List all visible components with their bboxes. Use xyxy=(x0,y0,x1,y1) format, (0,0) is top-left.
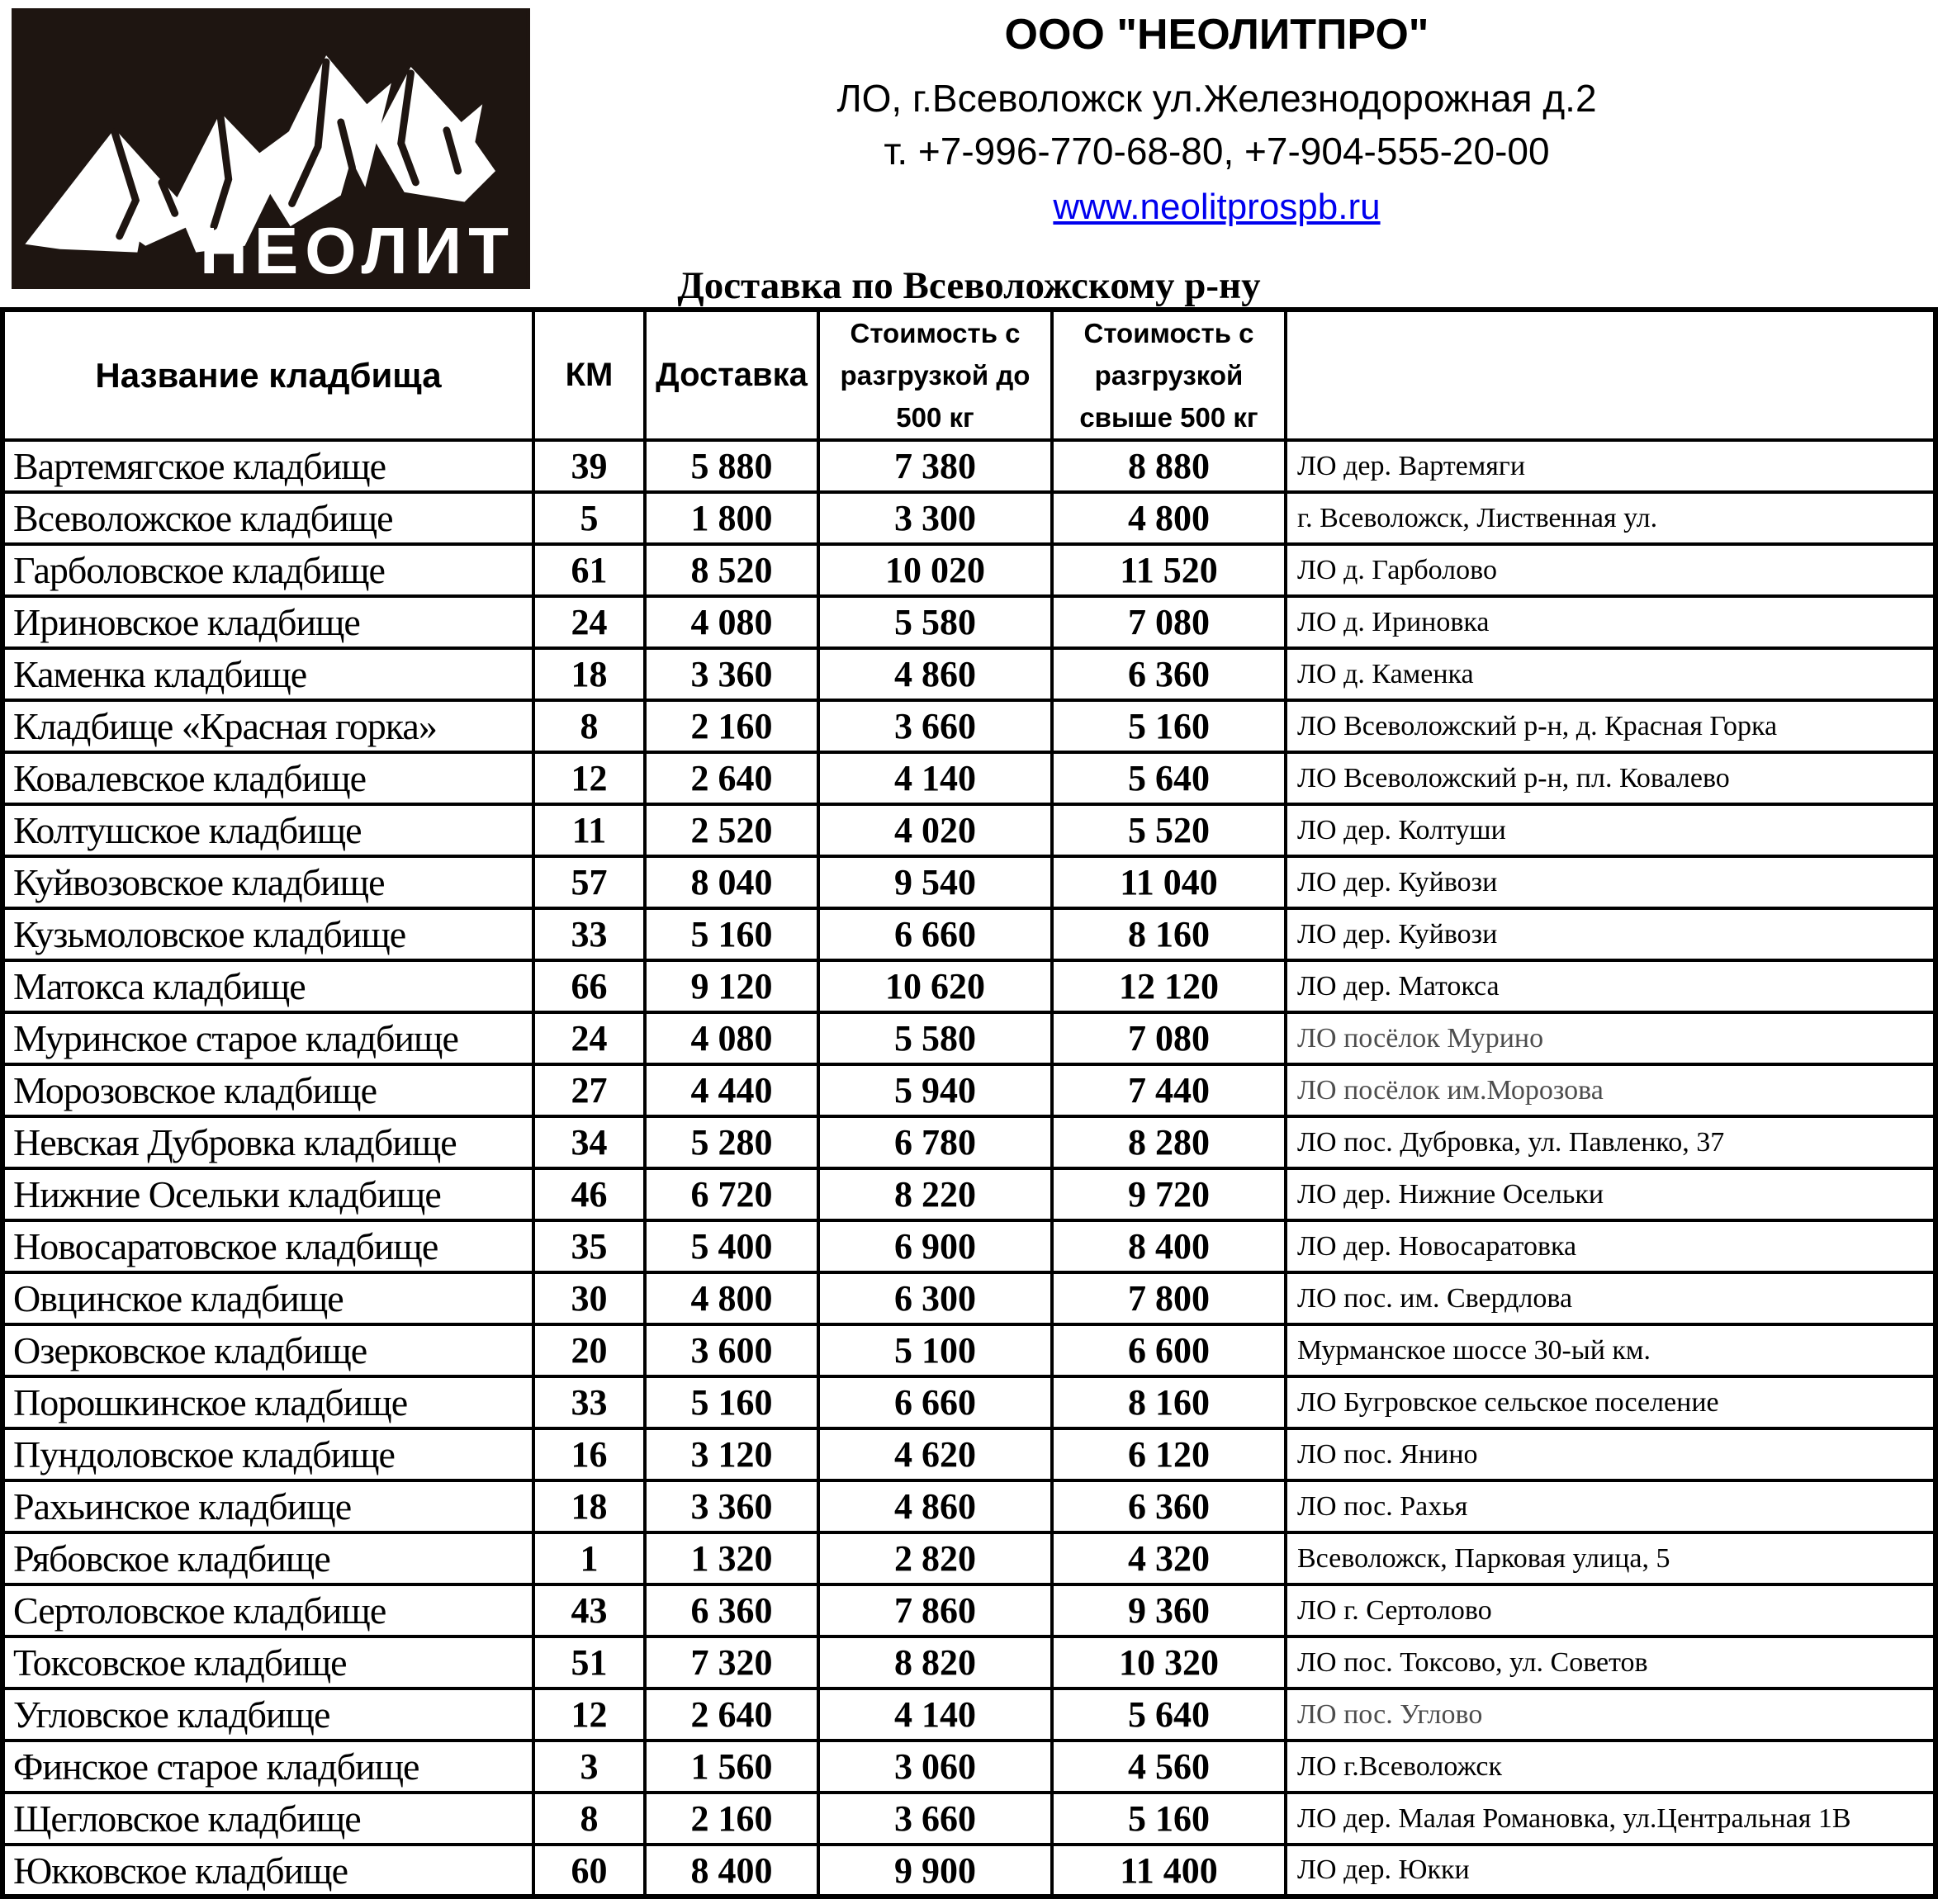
km-value: 30 xyxy=(533,1272,645,1324)
km-value: 3 xyxy=(533,1741,645,1793)
price-over-500: 10 320 xyxy=(1052,1636,1286,1688)
table-row xyxy=(2,1012,1936,1064)
km-value: 34 xyxy=(533,1116,645,1168)
km-value: 18 xyxy=(533,1480,645,1532)
delivery-price: 9 120 xyxy=(645,960,818,1012)
location: ЛО д. Ириновка xyxy=(1286,596,1936,648)
km-value: 66 xyxy=(533,960,645,1012)
cemetery-name: Пундоловское кладбище xyxy=(2,1428,533,1480)
price-upto-500: 10 620 xyxy=(818,960,1052,1012)
cemetery-name: Овцинское кладбище xyxy=(2,1272,533,1324)
price-over-500: 6 600 xyxy=(1052,1324,1286,1376)
cemetery-name: Вартемягское кладбище xyxy=(2,440,533,492)
page-title: Доставка по Всеволожскому р-ну xyxy=(677,264,1261,307)
price-upto-500: 2 820 xyxy=(818,1532,1052,1584)
location: ЛО дер. Колтуши xyxy=(1286,804,1936,856)
table-row xyxy=(2,1584,1936,1636)
price-upto-500: 3 660 xyxy=(818,700,1052,752)
col-header-delivery: Доставка xyxy=(645,310,818,440)
company-logo xyxy=(12,8,530,289)
price-upto-500: 8 820 xyxy=(818,1636,1052,1688)
table-row xyxy=(2,492,1936,544)
price-upto-500: 9 900 xyxy=(818,1845,1052,1897)
header xyxy=(0,0,1938,307)
company-address: ЛО, г.Всеволожск ул.Железнодорожная д.2 xyxy=(836,77,1597,120)
price-upto-500: 10 020 xyxy=(818,544,1052,596)
location: Мурманское шоссе 30-ый км. xyxy=(1286,1324,1936,1376)
price-over-500: 6 360 xyxy=(1052,648,1286,700)
cemetery-name: Колтушское кладбище xyxy=(2,804,533,856)
cemetery-name: Рахьинское кладбище xyxy=(2,1480,533,1532)
table-row xyxy=(2,1324,1936,1376)
price-upto-500: 4 620 xyxy=(818,1428,1052,1480)
km-value: 20 xyxy=(533,1324,645,1376)
table-row xyxy=(2,1116,1936,1168)
col-header-cemetery-name: Название кладбища xyxy=(2,310,533,440)
location: ЛО г.Всеволожск xyxy=(1286,1741,1936,1793)
km-value: 43 xyxy=(533,1584,645,1636)
cemetery-name: Кладбище «Красная горка» xyxy=(2,700,533,752)
location: ЛО посёлок Мурино xyxy=(1286,1012,1936,1064)
company-info xyxy=(541,10,1893,228)
location: ЛО пос. Дубровка, ул. Павленко, 37 xyxy=(1286,1116,1936,1168)
location: ЛО Бугровское сельское поселение xyxy=(1286,1376,1936,1428)
price-over-500: 8 400 xyxy=(1052,1220,1286,1272)
price-over-500: 5 520 xyxy=(1052,804,1286,856)
col-header-price-upto-500: Стоимость с разгрузкой до 500 кг xyxy=(818,310,1052,440)
cemetery-name: Сертоловское кладбище xyxy=(2,1584,533,1636)
company-name: ООО "НЕОЛИТПРО" xyxy=(1004,11,1429,59)
cemetery-name: Щегловское кладбище xyxy=(2,1793,533,1845)
price-upto-500: 4 140 xyxy=(818,1688,1052,1741)
km-value: 24 xyxy=(533,1012,645,1064)
table-row xyxy=(2,1168,1936,1220)
table-row xyxy=(2,648,1936,700)
cemetery-name: Юкковское кладбище xyxy=(2,1845,533,1897)
delivery-price: 5 880 xyxy=(645,440,818,492)
table-row xyxy=(2,1428,1936,1480)
km-value: 51 xyxy=(533,1636,645,1688)
price-upto-500: 4 860 xyxy=(818,1480,1052,1532)
km-value: 8 xyxy=(533,700,645,752)
price-upto-500: 5 580 xyxy=(818,596,1052,648)
cemetery-name: Новосаратовское кладбище xyxy=(2,1220,533,1272)
price-upto-500: 5 580 xyxy=(818,1012,1052,1064)
cemetery-name: Ириновское кладбище xyxy=(2,596,533,648)
table-row xyxy=(2,752,1936,804)
delivery-price-table xyxy=(0,307,1938,1899)
price-upto-500: 6 300 xyxy=(818,1272,1052,1324)
price-over-500: 8 160 xyxy=(1052,1376,1286,1428)
location: Всеволожск, Парковая улица, 5 xyxy=(1286,1532,1936,1584)
price-over-500: 8 160 xyxy=(1052,908,1286,960)
delivery-price: 8 400 xyxy=(645,1845,818,1897)
delivery-price: 4 440 xyxy=(645,1064,818,1116)
price-upto-500: 7 860 xyxy=(818,1584,1052,1636)
price-over-500: 4 320 xyxy=(1052,1532,1286,1584)
price-over-500: 9 720 xyxy=(1052,1168,1286,1220)
price-upto-500: 6 780 xyxy=(818,1116,1052,1168)
location: ЛО д. Гарболово xyxy=(1286,544,1936,596)
km-value: 46 xyxy=(533,1168,645,1220)
location: ЛО пос. Углово xyxy=(1286,1688,1936,1741)
km-value: 33 xyxy=(533,908,645,960)
delivery-price: 3 120 xyxy=(645,1428,818,1480)
delivery-price: 6 720 xyxy=(645,1168,818,1220)
col-header-km: КМ xyxy=(533,310,645,440)
location: ЛО пос. Янино xyxy=(1286,1428,1936,1480)
cemetery-name: Финское старое кладбище xyxy=(2,1741,533,1793)
price-over-500: 11 040 xyxy=(1052,856,1286,908)
website-link[interactable]: www.neolitprospb.ru xyxy=(1053,187,1381,227)
km-value: 12 xyxy=(533,1688,645,1741)
delivery-price: 6 360 xyxy=(645,1584,818,1636)
price-upto-500: 5 100 xyxy=(818,1324,1052,1376)
price-over-500: 11 520 xyxy=(1052,544,1286,596)
price-over-500: 8 880 xyxy=(1052,440,1286,492)
delivery-price: 2 640 xyxy=(645,1688,818,1741)
price-over-500: 11 400 xyxy=(1052,1845,1286,1897)
logo-text: НЕОЛИТ xyxy=(200,214,515,287)
delivery-price: 8 520 xyxy=(645,544,818,596)
price-over-500: 7 080 xyxy=(1052,596,1286,648)
delivery-price: 2 160 xyxy=(645,700,818,752)
delivery-price: 5 280 xyxy=(645,1116,818,1168)
table-row xyxy=(2,596,1936,648)
km-value: 1 xyxy=(533,1532,645,1584)
price-upto-500: 4 140 xyxy=(818,752,1052,804)
km-value: 12 xyxy=(533,752,645,804)
delivery-price: 5 160 xyxy=(645,908,818,960)
delivery-price: 1 320 xyxy=(645,1532,818,1584)
location: ЛО посёлок им.Морозова xyxy=(1286,1064,1936,1116)
table-row xyxy=(2,1793,1936,1845)
table-body xyxy=(2,440,1936,1897)
delivery-price: 1 800 xyxy=(645,492,818,544)
price-upto-500: 5 940 xyxy=(818,1064,1052,1116)
cemetery-name: Каменка кладбище xyxy=(2,648,533,700)
price-over-500: 8 280 xyxy=(1052,1116,1286,1168)
cemetery-name: Токсовское кладбище xyxy=(2,1636,533,1688)
price-over-500: 6 120 xyxy=(1052,1428,1286,1480)
delivery-price: 3 360 xyxy=(645,648,818,700)
price-upto-500: 6 660 xyxy=(818,908,1052,960)
delivery-price: 2 520 xyxy=(645,804,818,856)
table-row xyxy=(2,804,1936,856)
cemetery-name: Озерковское кладбище xyxy=(2,1324,533,1376)
table-row xyxy=(2,1376,1936,1428)
km-value: 18 xyxy=(533,648,645,700)
cemetery-name: Порошкинское кладбище xyxy=(2,1376,533,1428)
table-row xyxy=(2,856,1936,908)
price-over-500: 7 080 xyxy=(1052,1012,1286,1064)
price-upto-500: 6 660 xyxy=(818,1376,1052,1428)
km-value: 33 xyxy=(533,1376,645,1428)
price-upto-500: 8 220 xyxy=(818,1168,1052,1220)
location: ЛО дер. Малая Романовка, ул.Центральная 1В xyxy=(1286,1793,1936,1845)
price-over-500: 7 440 xyxy=(1052,1064,1286,1116)
km-value: 24 xyxy=(533,596,645,648)
col-header-price-over-500: Стоимость с разгрузкой свыше 500 кг xyxy=(1052,310,1286,440)
price-over-500: 5 640 xyxy=(1052,1688,1286,1741)
delivery-price: 4 080 xyxy=(645,596,818,648)
price-over-500: 4 560 xyxy=(1052,1741,1286,1793)
location: ЛО пос. им. Свердлова xyxy=(1286,1272,1936,1324)
price-over-500: 9 360 xyxy=(1052,1584,1286,1636)
price-over-500: 4 800 xyxy=(1052,492,1286,544)
table-row xyxy=(2,1064,1936,1116)
location: ЛО дер. Новосаратовка xyxy=(1286,1220,1936,1272)
table-row xyxy=(2,1532,1936,1584)
delivery-price: 4 080 xyxy=(645,1012,818,1064)
table-row xyxy=(2,1688,1936,1741)
price-upto-500: 7 380 xyxy=(818,440,1052,492)
location: ЛО д. Каменка xyxy=(1286,648,1936,700)
location: ЛО г. Сертолово xyxy=(1286,1584,1936,1636)
price-upto-500: 6 900 xyxy=(818,1220,1052,1272)
cemetery-name: Матокса кладбище xyxy=(2,960,533,1012)
location: ЛО дер. Куйвози xyxy=(1286,856,1936,908)
price-over-500: 5 640 xyxy=(1052,752,1286,804)
cemetery-name: Гарболовское кладбище xyxy=(2,544,533,596)
col-header-location xyxy=(1286,310,1936,440)
price-upto-500: 3 300 xyxy=(818,492,1052,544)
price-over-500: 12 120 xyxy=(1052,960,1286,1012)
table-header-row xyxy=(2,310,1936,440)
delivery-price: 3 600 xyxy=(645,1324,818,1376)
table-row xyxy=(2,440,1936,492)
delivery-price: 3 360 xyxy=(645,1480,818,1532)
table-row xyxy=(2,1480,1936,1532)
delivery-price: 2 640 xyxy=(645,752,818,804)
delivery-price: 1 560 xyxy=(645,1741,818,1793)
cemetery-name: Муринское старое кладбище xyxy=(2,1012,533,1064)
price-over-500: 5 160 xyxy=(1052,700,1286,752)
table-row xyxy=(2,1741,1936,1793)
price-upto-500: 3 660 xyxy=(818,1793,1052,1845)
cemetery-name: Кузьмоловское кладбище xyxy=(2,908,533,960)
km-value: 61 xyxy=(533,544,645,596)
price-over-500: 7 800 xyxy=(1052,1272,1286,1324)
price-upto-500: 4 020 xyxy=(818,804,1052,856)
table-row xyxy=(2,1272,1936,1324)
cemetery-name: Невская Дубровка кладбище xyxy=(2,1116,533,1168)
km-value: 27 xyxy=(533,1064,645,1116)
km-value: 5 xyxy=(533,492,645,544)
cemetery-name: Ковалевское кладбище xyxy=(2,752,533,804)
cemetery-name: Нижние Осельки кладбище xyxy=(2,1168,533,1220)
location: ЛО пос. Рахья xyxy=(1286,1480,1936,1532)
km-value: 8 xyxy=(533,1793,645,1845)
location: ЛО дер. Юкки xyxy=(1286,1845,1936,1897)
delivery-price: 7 320 xyxy=(645,1636,818,1688)
km-value: 39 xyxy=(533,440,645,492)
location: г. Всеволожск, Лиственная ул. xyxy=(1286,492,1936,544)
location: ЛО дер. Вартемяги xyxy=(1286,440,1936,492)
price-over-500: 5 160 xyxy=(1052,1793,1286,1845)
table-row xyxy=(2,1220,1936,1272)
location: ЛО Всеволожский р-н, д. Красная Горка xyxy=(1286,700,1936,752)
company-phones: т. +7-996-770-68-80, +7-904-555-20-00 xyxy=(884,130,1550,173)
table-row xyxy=(2,908,1936,960)
price-upto-500: 3 060 xyxy=(818,1741,1052,1793)
location: ЛО дер. Матокса xyxy=(1286,960,1936,1012)
table-row xyxy=(2,960,1936,1012)
table-row xyxy=(2,544,1936,596)
cemetery-name: Рябовское кладбище xyxy=(2,1532,533,1584)
price-upto-500: 4 860 xyxy=(818,648,1052,700)
location: ЛО дер. Куйвози xyxy=(1286,908,1936,960)
table-row xyxy=(2,700,1936,752)
location: ЛО дер. Нижние Осельки xyxy=(1286,1168,1936,1220)
cemetery-name: Всеволожское кладбище xyxy=(2,492,533,544)
km-value: 57 xyxy=(533,856,645,908)
cemetery-name: Куйвозовское кладбище xyxy=(2,856,533,908)
delivery-price: 5 160 xyxy=(645,1376,818,1428)
price-over-500: 6 360 xyxy=(1052,1480,1286,1532)
km-value: 60 xyxy=(533,1845,645,1897)
cemetery-name: Угловское кладбище xyxy=(2,1688,533,1741)
cemetery-name: Морозовское кладбище xyxy=(2,1064,533,1116)
km-value: 11 xyxy=(533,804,645,856)
table-row xyxy=(2,1636,1936,1688)
location: ЛО Всеволожский р-н, пл. Ковалево xyxy=(1286,752,1936,804)
delivery-price: 2 160 xyxy=(645,1793,818,1845)
km-value: 35 xyxy=(533,1220,645,1272)
delivery-price: 5 400 xyxy=(645,1220,818,1272)
km-value: 16 xyxy=(533,1428,645,1480)
price-upto-500: 9 540 xyxy=(818,856,1052,908)
location: ЛО пос. Токсово, ул. Советов xyxy=(1286,1636,1936,1688)
delivery-price: 4 800 xyxy=(645,1272,818,1324)
delivery-price: 8 040 xyxy=(645,856,818,908)
table-row xyxy=(2,1845,1936,1897)
